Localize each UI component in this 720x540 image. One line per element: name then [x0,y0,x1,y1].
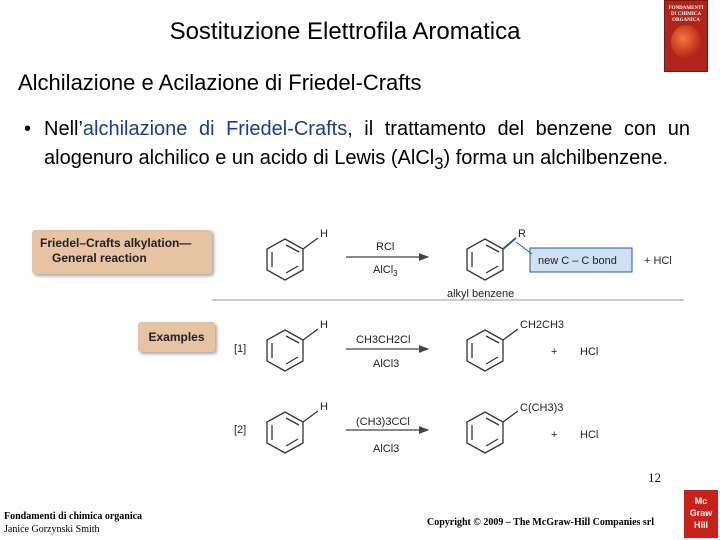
benzene-ring-reactant-general [267,238,318,280]
example1-byproduct: HCl [580,346,599,358]
general-product-r-label: R [518,228,526,240]
alkyl-benzene-caption: alkyl benzene [447,288,515,300]
bullet-text: Nell’alchilazione di Friedel-Crafts, il trattamento del benzene con un alogenuro alchilico e un acido di Lewis (AlCl$_3$) forma un alchilbenzene. [44,118,690,173]
example1-h-label: H [320,319,328,331]
example2-h-label: H [320,401,328,413]
slide-subtitle: Alchilazione e Acilazione di Friedel-Crafts [18,70,422,95]
example2-catalyst: AlCl3 [373,443,400,455]
book-cover-title: FONDAMENTI DI CHIMICA ORGANICA [668,6,704,23]
benzene-ring-product-example2 [467,411,518,453]
benzene-ring-product-example1 [467,329,518,371]
example2-byproduct: HCl [580,429,599,441]
general-byproduct: + HCl [644,255,672,267]
footer-book-title: Fondamenti di chimica organica [4,511,143,522]
general-h-label: H [320,228,328,240]
examples-label: Examples [148,330,205,344]
example1-index: [1] [234,343,247,355]
slide-title: Sostituzione Elettrofila Aromatica [169,18,521,45]
footer-author: Janice Gorzynski Smith [4,524,100,535]
example1-reagent: CH3CH2Cl [356,334,411,346]
benzene-ring-reactant-example1 [267,329,318,371]
benzene-ring-product-general [467,238,516,280]
example1-product: CH2CH3 [520,319,565,331]
general-reagent: RCl [376,241,395,253]
footer-book-credit [4,510,142,536]
example2-product: C(CH3)3 [520,402,564,414]
example2-index: [2] [234,424,247,436]
example2-reagent: (CH3)3CCl [356,416,410,428]
new-bond-label: new C – C bond [538,255,617,267]
example2-plus: + [551,429,558,441]
benzene-ring-reactant-example2 [267,411,318,453]
general-catalyst: AlCl$_3$ [373,264,398,278]
copyright-notice: Copyright © 2009 – The McGraw-Hill Companies srl [427,517,655,528]
publisher-logo: Mc Graw Hill [684,490,718,538]
highlighted-term: alchilazione di Friedel-Crafts [82,118,348,140]
general-box-line1: Friedel–Crafts alkylation— [40,236,192,250]
general-box-line2: General reaction [52,251,147,265]
example1-catalyst: AlCl3 [373,358,400,370]
example1-plus: + [551,346,558,358]
page-number: 12 [648,470,661,485]
bullet-marker: • [24,118,32,140]
